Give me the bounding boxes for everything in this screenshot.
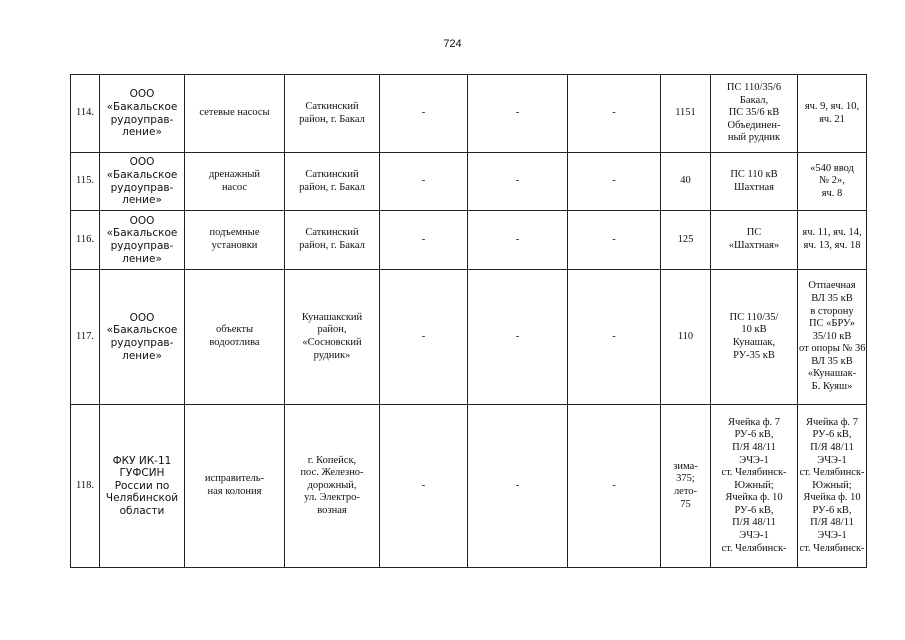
connection-cell-line: РУ-6 кВ, xyxy=(812,429,852,441)
object-cell xyxy=(185,405,285,568)
connection-cell xyxy=(798,153,867,211)
dash-cell-3: - xyxy=(568,153,661,211)
power-cell-line: 375; xyxy=(676,473,695,485)
substation-cell-line: ст. Челябинск- xyxy=(721,467,787,479)
dash-cell-2: - xyxy=(468,405,568,568)
substation-cell xyxy=(711,153,798,211)
dash-cell-3: - xyxy=(568,211,661,270)
connection-cell-line: яч. 21 xyxy=(819,113,845,125)
dash-cell-1: - xyxy=(380,211,468,270)
power-cell-line: 125 xyxy=(677,233,694,245)
substation-cell xyxy=(711,211,798,270)
organization-cell-line: «Бакальское xyxy=(106,100,178,113)
object-cell-line: подъемные xyxy=(209,227,260,239)
page-number: 724 xyxy=(443,38,462,50)
connection-cell-line: в сторону xyxy=(810,305,854,317)
organization-cell-line: ООО xyxy=(129,156,155,169)
dash-cell-2: - xyxy=(468,270,568,405)
substation-cell xyxy=(711,270,798,405)
dash-cell-1: - xyxy=(380,405,468,568)
power-cell xyxy=(661,75,711,153)
object-cell-line: объекты xyxy=(215,324,254,336)
power-cell-line: 75 xyxy=(680,498,691,510)
substation-cell-line: ПС 110 кВ xyxy=(730,168,778,180)
power-cell-line: 110 xyxy=(677,330,694,342)
location-cell-line: пос. Железно- xyxy=(300,467,364,479)
object-cell-line: дренажный xyxy=(208,168,261,180)
table-row xyxy=(71,211,867,270)
location-cell-line: возная xyxy=(317,504,347,516)
object-cell-line: исправитель- xyxy=(204,473,265,485)
substation-cell-line: РУ-6 кВ, xyxy=(734,504,774,516)
table-row xyxy=(71,405,867,568)
organization-cell-line: России по xyxy=(114,479,170,492)
substation-cell-line: Объединен- xyxy=(727,119,781,131)
connection-cell-line: Ячейка ф. 7 xyxy=(805,416,859,428)
organization-cell-line: «Бакальское xyxy=(106,324,178,337)
power-cell xyxy=(661,211,711,270)
location-cell xyxy=(285,211,380,270)
power-cell-line: 40 xyxy=(680,175,691,187)
object-cell xyxy=(185,211,285,270)
row-number-cell: 116. xyxy=(71,211,100,270)
row-number-cell: 117. xyxy=(71,270,100,405)
connection-cell-line: ЭЧЭ-1 xyxy=(817,530,847,542)
organization-cell-line: ООО xyxy=(129,311,155,324)
dash-cell-1: - xyxy=(380,153,468,211)
organization-cell-line: ФКУ ИК-11 xyxy=(112,454,172,467)
dash-cell-1: - xyxy=(380,75,468,153)
substation-cell-line: Бакал, xyxy=(739,94,769,106)
location-cell xyxy=(285,153,380,211)
table-row xyxy=(71,153,867,211)
object-cell-line: установки xyxy=(211,240,258,251)
organization-cell-line: «Бакальское xyxy=(106,227,178,240)
connection-cell xyxy=(798,211,867,270)
substation-cell-line: П/Я 48/11 xyxy=(732,441,776,453)
substation-cell-line: Шахтная xyxy=(734,181,774,193)
organization-cell-line: ГУФСИН xyxy=(119,467,165,480)
connection-cell-line: № 2», xyxy=(819,175,845,187)
location-cell-line: «Сосновский xyxy=(302,337,362,348)
location-cell-line: рудник» xyxy=(313,349,351,361)
substation-cell-line: Южный; xyxy=(734,479,774,491)
connection-cell-line: яч. 8 xyxy=(821,187,843,199)
connection-cell-line: яч. 13, яч. 18 xyxy=(803,240,861,251)
row-number-cell: 118. xyxy=(71,405,100,568)
location-cell-line: г. Копейск, xyxy=(307,454,357,466)
connection-cell-line: ст. Челябинск- xyxy=(799,467,865,479)
connection-cell-line: Южный; xyxy=(812,479,852,491)
substation-cell-line: 10 кВ xyxy=(741,324,767,336)
organization-cell xyxy=(100,153,185,211)
connection-cell-line: ВЛ 35 кВ xyxy=(811,292,853,304)
dash-cell-2: - xyxy=(468,211,568,270)
dash-cell-1: - xyxy=(380,270,468,405)
organization-cell-line: рудоуправ- xyxy=(110,337,174,349)
connection-cell-line: от опоры № 36 xyxy=(799,343,866,355)
object-cell-line: водоотлива xyxy=(209,337,260,348)
object-cell xyxy=(185,270,285,405)
organization-cell-line: ление» xyxy=(122,349,162,362)
power-cell-line: 1151 xyxy=(675,107,696,119)
table-row xyxy=(71,270,867,405)
connection-cell-line: 35/10 кВ xyxy=(812,330,852,342)
substation-cell-line: ный рудник xyxy=(727,132,781,144)
substation-cell-line: ПС 35/6 кВ xyxy=(728,107,780,119)
power-cell xyxy=(661,405,711,568)
dash-cell-3: - xyxy=(568,75,661,153)
organization-cell-line: Челябинской xyxy=(105,492,179,505)
connection-cell-line: яч. 11, яч. 14, xyxy=(802,227,862,239)
organization-cell xyxy=(100,405,185,568)
connection-cell-line: Б. Куяш» xyxy=(811,381,853,393)
dash-cell-3: - xyxy=(568,405,661,568)
substation-cell-line: ПС 110/35/6 xyxy=(726,82,782,94)
organization-cell-line: ление» xyxy=(122,126,162,139)
substation-cell-line: РУ-35 кВ xyxy=(733,349,775,361)
object-cell xyxy=(185,75,285,153)
connection-cell-line: Отпаечная xyxy=(808,280,856,292)
substation-cell-line: Ячейка ф. 10 xyxy=(725,492,783,504)
organization-cell xyxy=(100,211,185,270)
location-cell-line: Кунашакский xyxy=(301,311,363,323)
connection-cell-line: РУ-6 кВ, xyxy=(812,504,852,516)
connection-cell-line: яч. 9, яч. 10, xyxy=(804,100,860,112)
organization-cell-line: рудоуправ- xyxy=(110,113,174,126)
location-cell-line: ул. Электро- xyxy=(304,492,360,504)
substation-cell xyxy=(711,405,798,568)
connection-cell xyxy=(798,270,867,405)
dash-cell-2: - xyxy=(468,153,568,211)
data-table xyxy=(70,74,867,568)
dash-cell-2: - xyxy=(468,75,568,153)
location-cell xyxy=(285,270,380,405)
substation-cell-line: ст. Челябинск- xyxy=(721,542,787,554)
object-cell-line: насос xyxy=(221,181,248,193)
organization-cell-line: ление» xyxy=(122,252,162,265)
organization-cell-line: области xyxy=(119,504,165,517)
connection-cell-line: ЭЧЭ-1 xyxy=(817,454,847,466)
location-cell-line: район, г. Бакал xyxy=(299,181,365,193)
location-cell-line: дорожный, xyxy=(307,479,357,491)
location-cell xyxy=(285,75,380,153)
location-cell-line: Саткинский xyxy=(305,168,359,180)
substation-cell-line: ЭЧЭ-1 xyxy=(739,454,769,466)
location-cell-line: район, xyxy=(317,324,347,336)
substation-cell-line: РУ-6 кВ, xyxy=(734,429,774,441)
power-cell xyxy=(661,153,711,211)
connection-cell xyxy=(798,405,867,568)
organization-cell-line: ООО xyxy=(129,214,155,227)
connection-cell-line: П/Я 48/11 xyxy=(810,517,854,529)
row-number-cell: 114. xyxy=(71,75,100,153)
organization-cell xyxy=(100,270,185,405)
object-cell xyxy=(185,153,285,211)
location-cell-line: район, г. Бакал xyxy=(299,113,365,125)
dash-cell-3: - xyxy=(568,270,661,405)
substation-cell-line: Ячейка ф. 7 xyxy=(727,416,781,428)
substation-cell-line: ЭЧЭ-1 xyxy=(739,530,769,542)
row-number-cell: 115. xyxy=(71,153,100,211)
organization-cell-line: ление» xyxy=(122,194,162,207)
location-cell xyxy=(285,405,380,568)
location-cell-line: район, г. Бакал xyxy=(299,240,365,251)
organization-cell-line: «Бакальское xyxy=(106,168,178,181)
connection-cell-line: ВЛ 35 кВ xyxy=(811,355,853,367)
connection-cell-line: «540 ввод xyxy=(810,162,854,174)
power-cell-line: лето- xyxy=(673,486,698,497)
power-cell-line: зима- xyxy=(673,460,698,472)
substation-cell xyxy=(711,75,798,153)
substation-cell-line: ПС 110/35/ xyxy=(729,311,779,323)
location-cell-line: Саткинский xyxy=(305,100,359,112)
connection-cell xyxy=(798,75,867,153)
organization-cell-line: рудоуправ- xyxy=(110,181,174,194)
object-cell-line: сетевые насосы xyxy=(199,107,270,119)
table-row xyxy=(71,75,867,153)
organization-cell-line: рудоуправ- xyxy=(110,240,174,252)
power-cell xyxy=(661,270,711,405)
connection-cell-line: ст. Челябинск- xyxy=(799,542,865,554)
organization-cell xyxy=(100,75,185,153)
connection-cell-line: ПС «БРУ» xyxy=(808,318,856,330)
location-cell-line: Саткинский xyxy=(305,227,359,239)
connection-cell-line: П/Я 48/11 xyxy=(810,441,854,453)
substation-cell-line: «Шахтная» xyxy=(728,240,780,251)
connection-cell-line: Ячейка ф. 10 xyxy=(803,492,861,504)
substation-cell-line: ПС xyxy=(746,227,762,239)
substation-cell-line: Кунашак, xyxy=(732,337,776,348)
connection-cell-line: «Кунашак- xyxy=(807,368,857,380)
substation-cell-line: П/Я 48/11 xyxy=(732,517,776,529)
object-cell-line: ная колония xyxy=(207,486,262,497)
organization-cell-line: ООО xyxy=(129,88,155,101)
